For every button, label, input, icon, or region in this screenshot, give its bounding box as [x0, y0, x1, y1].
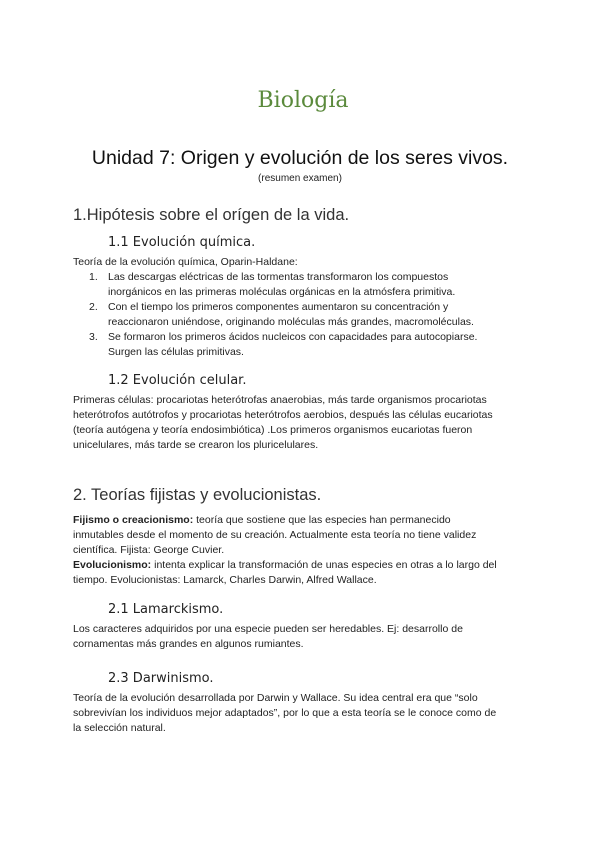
unit-subtitle: (resumen examen) [258, 173, 342, 184]
paragraph-line: tiempo. Evolucionistas: Lamarck, Charles Darwin, Alfred Wallace. [73, 574, 377, 586]
paragraph-line: heterótrofos autótrofos y procariotas heterótrofos aerobios, después las células eucariotas [73, 409, 493, 421]
subsection-2-3-heading: 2.3 Darwinismo. [108, 671, 214, 686]
subsection-2-1-heading: 2.1 Lamarckismo. [108, 602, 224, 617]
fijismo-definition: teoría que sostiene que las especies han permanecido [193, 514, 451, 526]
paragraph-line: la selección natural. [73, 722, 166, 734]
paragraph-line: Teoría de la evolución desarrollada por Darwin y Wallace. Su idea central era que “solo [73, 692, 478, 704]
subsection-1-1-heading: 1.1 Evolución química. [108, 235, 256, 250]
paragraph-line [73, 513, 533, 528]
list-item [73, 270, 533, 300]
subsection-1-2-paragraph [73, 393, 533, 453]
list-item-line: reaccionaron uniéndose, originando moléculas más grandes, macromoléculas. [108, 316, 474, 328]
list-item-line: Con el tiempo los primeros componentes aumentaron su concentración y [108, 301, 449, 313]
paragraph-line: sobrevivían los individuos mejor adaptados”, por lo que a esta teoría se le conoce como de [73, 707, 497, 719]
paragraph-line: Los caracteres adquiridos por una especie pueden ser heredables. Ej: desarrollo de [73, 623, 463, 635]
list-item-number: 2. [89, 301, 98, 313]
evolution-steps-list [73, 270, 533, 360]
paragraph-line: unicelulares, más tarde se crearon los pluricelulares. [73, 439, 319, 451]
paragraph-line: inmutables desde el momento de su creación. Actualmente esta teoría no tiene validez [73, 529, 477, 541]
list-item [73, 330, 533, 360]
list-item-line: Surgen las células primitivas. [108, 346, 244, 358]
evolucionismo-term: Evolucionismo: [73, 559, 152, 571]
list-item [73, 300, 533, 330]
subject-title: Biología [257, 88, 349, 113]
evolucionismo-definition: intenta explicar la transformación de unas especies en otras a lo largo del [151, 559, 497, 571]
unit-title: Unidad 7: Origen y evolución de los seres vivos. [91, 147, 509, 169]
section-1-heading: 1.Hipótesis sobre el orígen de la vida. [73, 206, 350, 224]
paragraph-line: cornamentas más grandes en algunos rumiantes. [73, 638, 304, 650]
paragraph-line: Primeras células: procariotas heterótrofas anaerobias, más tarde organismos procariotas [73, 394, 487, 406]
paragraph-line: científica. Fijista: George Cuvier. [73, 544, 225, 556]
section-2-heading: 2. Teorías fijistas y evolucionistas. [73, 486, 322, 504]
list-item-number: 1. [89, 271, 98, 283]
list-item-line: Se formaron los primeros ácidos nucleicos con capacidades para autocopiarse. [108, 331, 478, 343]
list-item-line: Las descargas eléctricas de las tormentas transformaron los compuestos [108, 271, 449, 283]
subsection-1-2-heading: 1.2 Evolución celular. [108, 373, 247, 388]
list-item-line: inorgánicos en las primeras moléculas orgánicas en la atmósfera primitiva. [108, 286, 456, 298]
paragraph-line: (teoría autógena y teoría endosimbiótica) .Los primeros organismos eucariotas fueron [73, 424, 473, 436]
fijismo-paragraph [73, 513, 533, 588]
subsection-1-1-intro: Teoría de la evolución química, Oparin-Haldane: [73, 256, 298, 268]
lamarckismo-paragraph [73, 622, 533, 652]
fijismo-term: Fijismo o creacionismo: [73, 514, 194, 526]
list-item-number: 3. [89, 331, 98, 343]
darwinismo-paragraph [73, 691, 533, 736]
paragraph-line [73, 558, 533, 573]
